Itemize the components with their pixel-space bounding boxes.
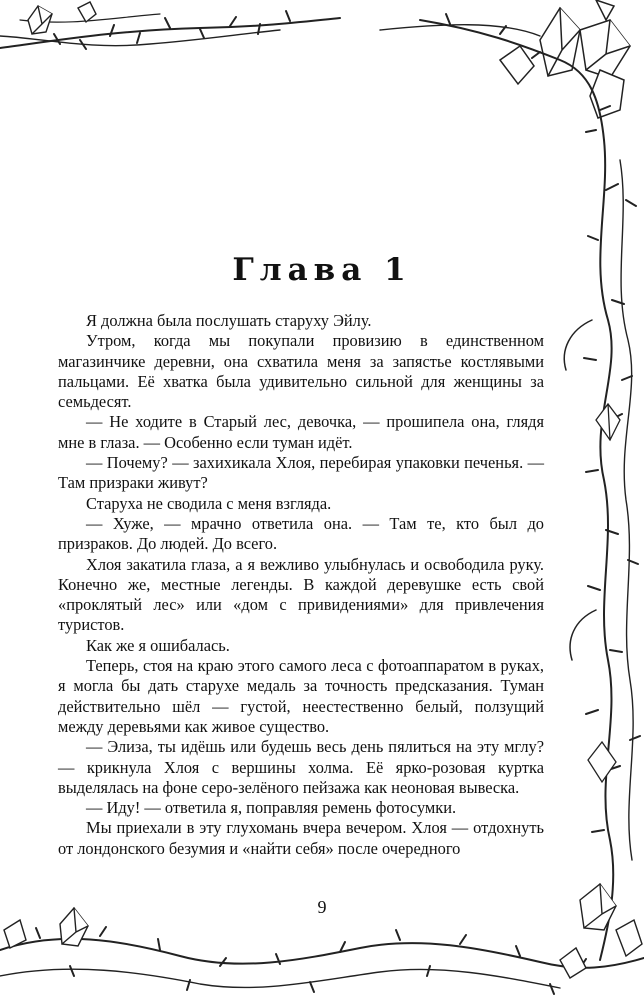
paragraph: — Почему? — захихикала Хлоя, перебирая упаковки печенья. — Там призраки живут? (58, 453, 544, 493)
paragraph: — Хуже, — мрачно ответила она. — Там те, кто был до призраков. До людей. До всего. (58, 513, 544, 554)
top-left-crystals (28, 2, 96, 34)
paragraph: Теперь, стоя на краю этого самого леса с фотоаппаратом в руках, я могла бы дать старухе медаль за точность предсказания. Туман действительно шёл — густой, неестественно белый, ползущий между деревьями как живое существо. (58, 656, 544, 736)
paragraph: — Не ходите в Старый лес, девочка, — прошипела она, глядя мне в глаза. — Особенно если туман идёт. (58, 412, 544, 452)
body-text (58, 311, 544, 859)
bottom-vines (0, 927, 644, 994)
paragraph: Хлоя закатила глаза, а я вежливо улыбнулась и освободила руку. Конечно же, местные легенды. В каждой деревушке есть свой «проклятый лес» или «дом с привидениями» для привлечения туристов. (58, 554, 544, 635)
chapter-title: Глава 1 (232, 252, 412, 288)
paragraph: Старуха не сводила с меня взгляда. (86, 493, 332, 513)
top-right-crystals (500, 0, 630, 118)
paragraph: Как же я ошибалась. (86, 635, 230, 655)
paragraph: Утром, когда мы покупали провизию в единственном магазинчике деревни, она схватила меня за запястье костлявыми пальцами. Её хватка была удивительно сильной для женщины за семьдесят. (58, 331, 544, 412)
paragraph: Мы приехали в эту глухомань вчера вечером. Хлоя — отдохнуть от лондонского безумия и «найти себя» после очередного (58, 818, 544, 858)
page-number: 9 (317, 897, 327, 917)
paragraph: — Элиза, ты идёшь или будешь весь день пялиться на эту мглу? — крикнула Хлоя с вершины холма. Её ярко-розовая куртка выделялась на фоне серо-зелёного пейзажа как неоновая вывеска. (58, 737, 544, 797)
paragraph: — Иду! — ответила я, поправляя ремень фотосумки. (86, 798, 457, 818)
paragraph: Я должна была послушать старуху Эйлу. (86, 311, 372, 330)
